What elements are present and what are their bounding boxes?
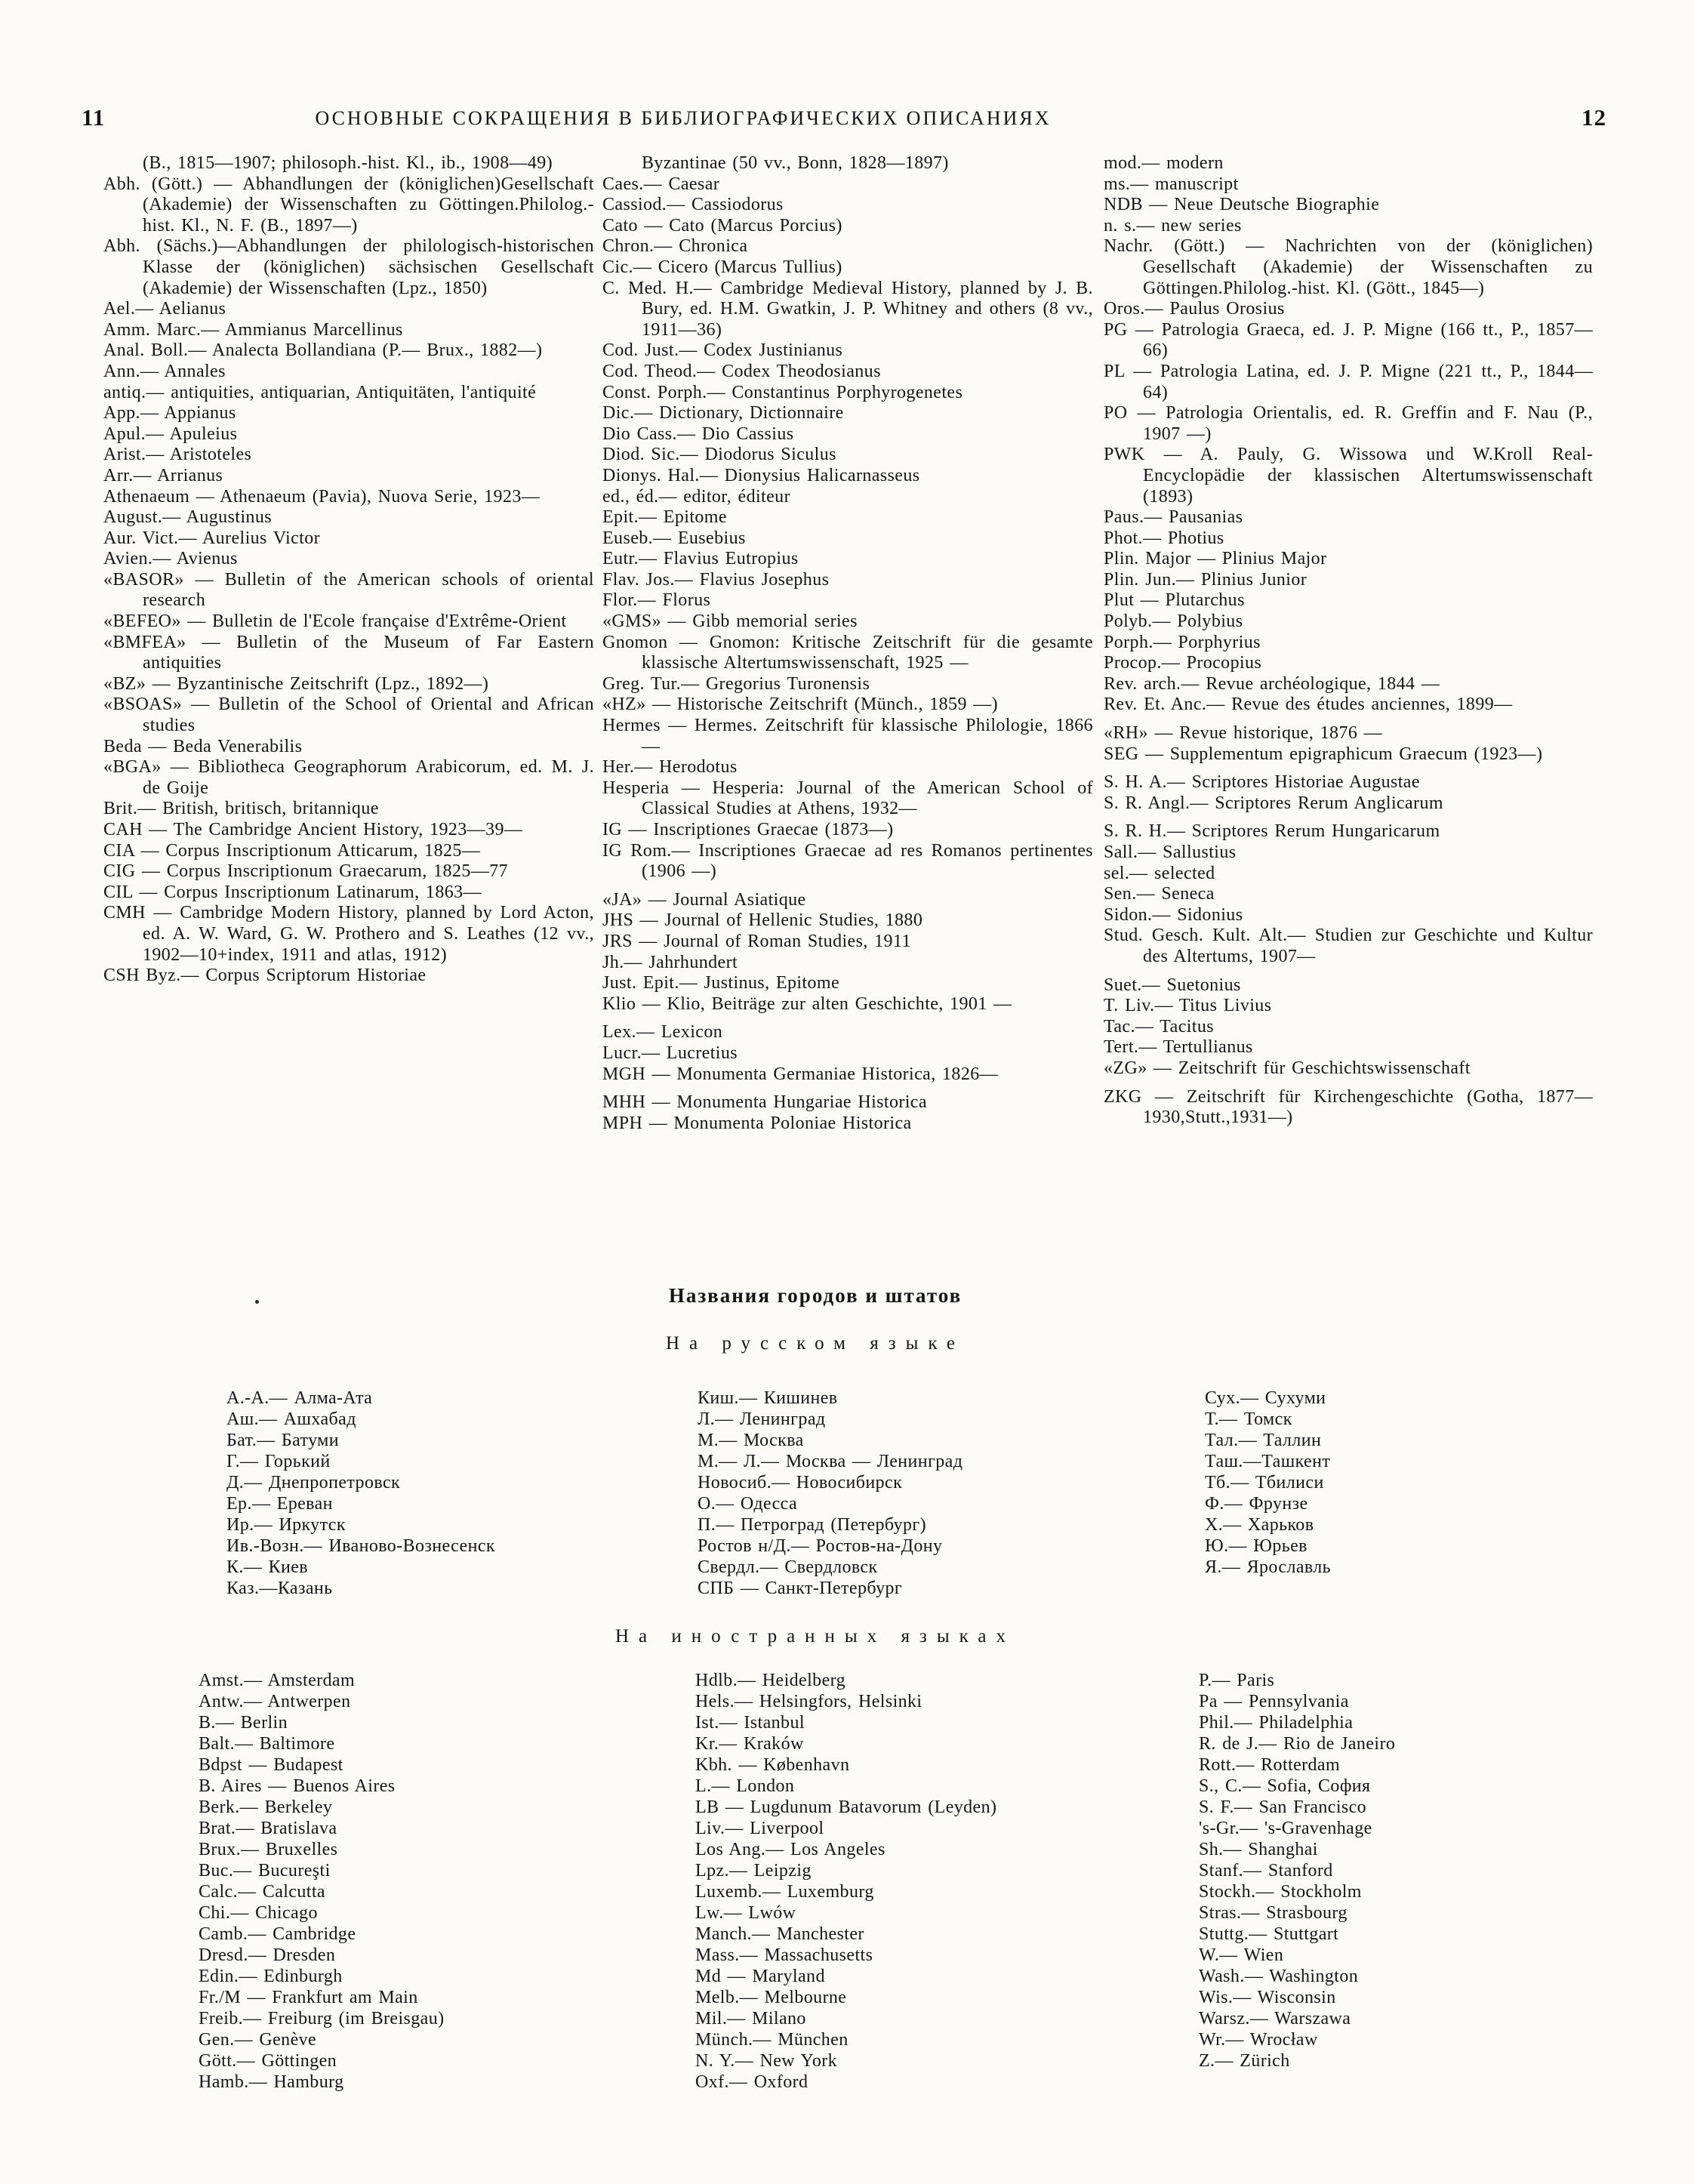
abbreviation-entry: «BZ» — Byzantinische Zeitschrift (Lpz., 1892—) — [103, 673, 489, 694]
city-entry: Wash.— Washington — [1199, 1967, 1359, 1986]
city-entry: Бат.— Батуми — [226, 1431, 339, 1450]
city-entry: Ф.— Фрунзе — [1205, 1494, 1308, 1514]
city-entry: S., C.— Sofia, София — [1199, 1776, 1371, 1796]
city-entry: М.— Москва — [698, 1431, 804, 1450]
abbreviation-entry: Nachr. (Gött.) — Nachrichten von der (königlichen) Gesellschaft (Akademie) der Wissenschaften zu Göttingen.Philolog.-hist. Kl. (Gött., 1845—) — [1104, 236, 1593, 298]
abbreviation-entry: CIG — Corpus Inscriptionum Graecarum, 1825—77 — [103, 861, 508, 882]
abbreviation-entry: ed., éd.— editor, éditeur — [602, 486, 790, 507]
abbreviation-entry: NDB — Neue Deutsche Biographie — [1104, 195, 1380, 215]
abbreviation-entry: ZKG — Zeitschrift für Kirchengeschichte (Gotha, 1877—1930,Stutt.,1931—) — [1104, 1086, 1593, 1128]
abbreviation-entry: CIL — Corpus Inscriptionum Latinarum, 1863— — [103, 882, 482, 902]
russian-language-subheading: На русском языке — [665, 1333, 966, 1354]
city-entry: П.— Петроград (Петербург) — [698, 1515, 927, 1535]
city-entry: Аш.— Ашхабад — [226, 1409, 356, 1429]
abbreviation-entry: Abh. (Sächs.)—Abhandlungen der philologisch-historischen Klasse der (königlichen) sächsischen Gesellschaft (Akademie) der Wissenschaften (Lpz., 1850) — [103, 236, 594, 298]
abbreviation-entry: Sidon.— Sidonius — [1104, 904, 1243, 925]
abbreviation-entry: antiq.— antiquities, antiquarian, Antiquitäten, l'antiquité — [103, 382, 537, 402]
abbreviation-entry: Lex.— Lexicon — [602, 1022, 723, 1043]
abbreviation-entry: Sen.— Seneca — [1104, 884, 1215, 904]
city-entry: Hels.— Helsingfors, Helsinki — [695, 1692, 922, 1711]
abbreviation-entry: Epit.— Epitome — [602, 507, 727, 528]
city-entry: Я.— Ярославль — [1205, 1557, 1332, 1577]
abbreviation-entry: Plut — Plutarchus — [1104, 590, 1245, 611]
city-entry: Свердл.— Свердловск — [698, 1557, 878, 1577]
abbreviation-entry: «RH» — Revue historique, 1876 — — [1104, 723, 1383, 744]
abbreviation-entry: Amm. Marc.— Ammianus Marcellinus — [103, 319, 403, 340]
abbreviation-entry: Just. Epit.— Justinus, Epitome — [602, 973, 840, 993]
abbreviation-entry: «BEFEO» — Bulletin de l'Ecole française d'Extrême-Orient — [103, 611, 567, 632]
abbreviation-entry: Paus.— Pausanias — [1104, 507, 1243, 528]
city-entry: B. Aires — Buenos Aires — [199, 1776, 396, 1796]
abbreviation-entry: «GMS» — Gibb memorial series — [602, 611, 858, 632]
abbreviation-entry: CAH — The Cambridge Ancient History, 1923—39— — [103, 820, 523, 839]
city-entry: Ist.— Istanbul — [695, 1713, 805, 1733]
city-entry: Calc.— Calcutta — [199, 1882, 325, 1902]
city-entry: Phil.— Philadelphia — [1199, 1713, 1354, 1733]
abbreviation-entry: Plin. Jun.— Plinius Junior — [1104, 569, 1307, 590]
abbreviation-entry: ms.— manuscript — [1104, 174, 1239, 194]
city-entry: Chi.— Chicago — [199, 1903, 318, 1923]
city-entry: S. F.— San Francisco — [1199, 1797, 1367, 1817]
city-entry: Freib.— Freiburg (im Breisgau) — [199, 2009, 445, 2028]
city-entry: Edin.— Edinburgh — [199, 1967, 343, 1986]
abbreviation-entry: Oros.— Paulus Orosius — [1104, 299, 1285, 319]
abbreviation-entry: PL — Patrologia Latina, ed. J. P. Migne (221 tt., P., 1844—64) — [1104, 361, 1593, 402]
abbreviation-entry: App.— Appianus — [103, 403, 236, 424]
city-entry: 's-Gr.— 's-Gravenhage — [1199, 1819, 1372, 1838]
abbreviation-entry: S. R. Angl.— Scriptores Rerum Anglicarum — [1104, 793, 1443, 813]
city-entry: Т.— Томск — [1205, 1409, 1292, 1429]
city-entry: Sh.— Shanghai — [1199, 1840, 1318, 1859]
abbreviation-entry: Greg. Tur.— Gregorius Turonensis — [602, 673, 870, 694]
city-entry: Liv.— Liverpool — [695, 1819, 824, 1838]
page-number-right: 12 — [1582, 104, 1606, 131]
city-entry: Brat.— Bratislava — [199, 1819, 337, 1838]
running-header-title: ОСНОВНЫЕ СОКРАЩЕНИЯ В БИБЛИОГРАФИЧЕСКИХ ОПИСАНИЯХ — [315, 107, 1052, 129]
city-entry: К.— Киев — [226, 1557, 309, 1577]
abbreviation-entry: Caes.— Caesar — [602, 174, 720, 194]
abbreviation-entry: Cod. Just.— Codex Justinianus — [602, 340, 843, 361]
abbreviation-entry: Brit.— British, britisch, britannique — [103, 799, 379, 819]
abbreviation-entry: Sall.— Sallustius — [1104, 842, 1237, 862]
abbreviation-entry: PWK — A. Pauly, G. Wissowa und W.Kroll Real-Encyclopädie der klassischen Altertumswissenschaft (1893) — [1104, 445, 1593, 507]
city-entry: Oxf.— Oxford — [695, 2072, 808, 2092]
abbreviation-entry: Klio — Klio, Beiträge zur alten Geschichte, 1901 — — [602, 993, 1012, 1014]
abbreviation-entry: Chron.— Chronica — [602, 236, 748, 257]
foreign-cities-column-1 — [199, 1670, 445, 2093]
city-entry: Ив.-Возн.— Иваново-Вознесенск — [226, 1536, 495, 1556]
abbreviation-entry: SEG — Supplementum epigraphicum Graecum (1923—) — [1104, 744, 1543, 764]
city-entry: N. Y.— New York — [695, 2051, 838, 2071]
city-entry: Г.— Горький — [226, 1452, 331, 1471]
city-entry: Pa — Pennsylvania — [1199, 1692, 1349, 1711]
abbreviation-entry: Porph.— Porphyrius — [1104, 632, 1261, 652]
russian-cities-column-2 — [698, 1388, 962, 1599]
city-entry: Ер.— Ереван — [226, 1494, 333, 1514]
city-entry: Berk.— Berkeley — [199, 1797, 333, 1817]
abbreviations-column-1 — [103, 153, 594, 987]
abbreviation-entry: Hermes — Hermes. Zeitschrift für klassische Philologie, 1866— — [602, 716, 1093, 756]
abbreviation-entry: Abh. (Gött.) — Abhandlungen der (königlichen)Gesellschaft (Akademie) der Wissenschaften zu Göttingen.Philolog.-hist. Kl., N. F. (B., 1897—) — [103, 174, 594, 236]
abbreviation-entry: Tert.— Tertullianus — [1104, 1037, 1253, 1058]
abbreviation-entry: Ael.— Aelianus — [103, 299, 226, 319]
abbreviation-entry: (B., 1815—1907; philosoph.-hist. Kl., ib., 1908—49) — [143, 153, 553, 173]
abbreviation-entry: «BGA» — Bibliotheca Geographorum Arabicorum, ed. M. J. de Goije — [103, 757, 594, 798]
city-entry: Киш.— Кишинев — [698, 1388, 838, 1408]
abbreviation-entry: JRS — Journal of Roman Studies, 1911 — [602, 931, 911, 951]
city-entry: Stras.— Strasbourg — [1199, 1903, 1348, 1923]
city-entry: Hdlb.— Heidelberg — [695, 1671, 845, 1690]
city-entry: Bdpst — Budapest — [199, 1755, 343, 1775]
abbreviation-entry: IG Rom.— Inscriptiones Graecae ad res Romanos pertinentes (1906 —) — [602, 840, 1093, 882]
abbreviation-entry: Suet.— Suetonius — [1104, 975, 1241, 995]
abbreviations-column-2 — [602, 153, 1093, 1134]
abbreviation-entry: Flav. Jos.— Flavius Josephus — [602, 569, 830, 590]
city-entry: Luxemb.— Luxemburg — [695, 1882, 874, 1902]
city-entry: Ю.— Юрьев — [1205, 1536, 1307, 1556]
foreign-cities-column-3 — [1199, 1670, 1395, 2072]
abbreviation-entry: MHH — Monumenta Hungariae Historica — [602, 1092, 927, 1113]
foreign-language-subheading: На иностранных языках — [614, 1626, 1016, 1646]
abbreviation-entry: «BASOR» — Bulletin of the American schools of oriental research — [103, 569, 594, 611]
city-entry: Lpz.— Leipzig — [695, 1861, 812, 1881]
abbreviation-entry: Aur. Vict.— Aurelius Victor — [103, 528, 321, 548]
city-entry: Сух.— Сухуми — [1205, 1388, 1326, 1408]
city-entry: Wr.— Wrocław — [1199, 2030, 1318, 2050]
city-entry: Ростов н/Д.— Ростов-на-Дону — [698, 1536, 943, 1556]
abbreviation-entry: S. H. A.— Scriptores Historiae Augustae — [1104, 772, 1420, 793]
abbreviation-entry: Apul.— Apuleius — [103, 424, 238, 444]
city-entry: Amst.— Amsterdam — [199, 1671, 356, 1690]
city-entry: Mil.— Milano — [695, 2009, 806, 2028]
abbreviation-entry: Her.— Herodotus — [602, 757, 738, 778]
city-entry: Fr./M — Frankfurt am Main — [199, 1988, 418, 2007]
abbreviation-entry: Plin. Major — Plinius Major — [1104, 549, 1327, 569]
city-entry: Hamb.— Hamburg — [199, 2072, 344, 2092]
abbreviation-entry: Polyb.— Polybius — [1104, 611, 1243, 632]
city-entry: Ир.— Иркутск — [226, 1515, 346, 1535]
abbreviation-entry: MPH — Monumenta Poloniae Historica — [602, 1113, 912, 1133]
abbreviation-entry: Athenaeum — Athenaeum (Pavia), Nuova Serie, 1923— — [103, 486, 541, 507]
city-entry: Manch.— Manchester — [695, 1924, 864, 1944]
city-entry: Wis.— Wisconsin — [1199, 1988, 1336, 2007]
city-entry: Тб.— Тбилиси — [1205, 1473, 1324, 1492]
city-entry: W.— Wien — [1199, 1945, 1284, 1965]
city-entry: B.— Berlin — [199, 1713, 288, 1733]
abbreviation-entry: August.— Augustinus — [103, 507, 272, 528]
abbreviation-entry: S. R. H.— Scriptores Rerum Hungaricarum — [1104, 821, 1440, 842]
cities-section-title: Названия городов и штатов — [668, 1284, 962, 1307]
abbreviation-entry: Gnomon — Gnomon: Kritische Zeitschrift für die gesamte klassische Altertumswissenschaft, 1925 — — [602, 632, 1093, 673]
city-entry: Д.— Днепропетровск — [226, 1473, 401, 1492]
abbreviation-entry: Tac.— Tacitus — [1104, 1016, 1215, 1037]
abbreviation-entry: Dic.— Dictionary, Dictionnaire — [602, 403, 844, 424]
abbreviation-entry: Const. Porph.— Constantinus Porphyrogenetes — [602, 382, 963, 402]
abbreviation-entry: T. Liv.— Titus Livius — [1104, 996, 1272, 1016]
abbreviation-entry: Dio Cass.— Dio Cassius — [602, 424, 794, 444]
abbreviation-entry: «ZG» — Zeitschrift für Geschichtswissenschaft — [1104, 1058, 1471, 1078]
abbreviation-entry: Rev. arch.— Revue archéologique, 1844 — — [1104, 673, 1440, 694]
abbreviation-entry: JHS — Journal of Hellenic Studies, 1880 — [602, 910, 923, 931]
abbreviation-entry: Anal. Boll.— Analecta Bollandiana (P.— Brux., 1882—) — [103, 340, 543, 361]
city-entry: Х.— Харьков — [1205, 1515, 1314, 1535]
abbreviation-entry: Beda — Beda Venerabilis — [103, 736, 303, 756]
city-entry: О.— Одесса — [698, 1494, 798, 1514]
city-entry: Stanf.— Stanford — [1199, 1861, 1333, 1881]
abbreviation-entry: Dionys. Hal.— Dionysius Halicarnasseus — [602, 465, 920, 485]
abbreviation-entry: «BSOAS» — Bulletin of the School of Oriental and African studies — [103, 695, 594, 736]
page-number-left: 11 — [82, 104, 106, 131]
abbreviation-entry: Arist.— Aristoteles — [103, 445, 252, 465]
abbreviation-entry: sel.— selected — [1104, 863, 1215, 883]
abbreviation-entry: «HZ» — Historische Zeitschrift (Münch., 1859 —) — [602, 695, 999, 715]
abbreviation-entry: PO — Patrologia Orientalis, ed. R. Greffin and F. Nau (P., 1907 —) — [1104, 403, 1593, 444]
city-entry: Buc.— Bucureşti — [199, 1861, 331, 1881]
abbreviation-entry: Jh.— Jahrhundert — [602, 952, 738, 972]
abbreviation-entry: Ann.— Annales — [103, 361, 226, 381]
abbreviation-entry: Rev. Et. Anc.— Revue des études anciennes, 1899— — [1104, 695, 1513, 715]
city-entry: P.— Paris — [1199, 1671, 1275, 1690]
city-entry: Kr.— Kraków — [695, 1734, 804, 1754]
abbreviation-entry: Lucr.— Lucretius — [602, 1043, 738, 1063]
city-entry: L.— London — [695, 1776, 795, 1796]
city-entry: Münch.— München — [695, 2030, 849, 2050]
abbreviation-entry: Eutr.— Flavius Eutropius — [602, 549, 799, 569]
city-entry: СПБ — Санкт-Петербург — [698, 1579, 903, 1598]
abbreviation-entry: Euseb.— Eusebius — [602, 528, 746, 548]
city-entry: Lw.— Lwów — [695, 1903, 796, 1923]
abbreviation-entry: Diod. Sic.— Diodorus Siculus — [602, 445, 836, 465]
city-entry: Gen.— Genève — [199, 2030, 317, 2050]
city-entry: Тал.— Таллин — [1205, 1431, 1322, 1450]
abbreviation-entry: Stud. Gesch. Kult. Alt.— Studien zur Geschichte und Kultur des Altertums, 1907— — [1104, 926, 1593, 966]
abbreviation-entry: Byzantinae (50 vv., Bonn, 1828—1897) — [642, 153, 949, 173]
city-entry: Camb.— Cambridge — [199, 1924, 356, 1944]
city-entry: Таш.—Ташкент — [1205, 1452, 1331, 1471]
abbreviation-entry: PG — Patrologia Graeca, ed. J. P. Migne (166 tt., P., 1857—66) — [1104, 319, 1593, 361]
abbreviation-entry: Avien.— Avienus — [103, 549, 238, 569]
abbreviation-entry: «JA» — Journal Asiatique — [602, 889, 806, 910]
abbreviation-entry: n. s.— new series — [1104, 215, 1242, 236]
city-entry: Kbh. — København — [695, 1755, 850, 1775]
city-entry: LB — Lugdunum Batavorum (Leyden) — [695, 1797, 997, 1817]
abbreviation-entry: «BMFEA» — Bulletin of the Museum of Far Eastern antiquities — [103, 632, 594, 673]
city-entry: Mass.— Massachusetts — [695, 1945, 873, 1965]
city-entry: Dresd.— Dresden — [199, 1945, 336, 1965]
city-entry: Warsz.— Warszawa — [1199, 2009, 1351, 2028]
city-entry: Л.— Ленинград — [698, 1409, 826, 1429]
abbreviation-entry: CSH Byz.— Corpus Scriptorum Historiae — [103, 966, 427, 986]
city-entry: Balt.— Baltimore — [199, 1734, 335, 1754]
city-entry: Antw.— Antwerpen — [199, 1692, 351, 1711]
abbreviations-column-3 — [1104, 153, 1593, 1129]
city-entry: Stockh.— Stockholm — [1199, 1882, 1362, 1902]
city-entry: R. de J.— Rio de Janeiro — [1199, 1734, 1396, 1754]
city-entry: Каз.—Казань — [226, 1579, 333, 1598]
abbreviation-entry: Cod. Theod.— Codex Theodosianus — [602, 361, 881, 381]
abbreviation-entry: C. Med. H.— Cambridge Medieval History, planned by J. B. Bury, ed. H.M. Gwatkin, J. P. Whitney and others (8 vv., 1911—36) — [602, 278, 1093, 340]
russian-cities-column-1 — [226, 1388, 495, 1599]
city-entry: Gött.— Göttingen — [199, 2051, 337, 2071]
city-entry: М.— Л.— Москва — Ленинград — [698, 1452, 963, 1471]
abbreviation-entry: Hesperia — Hesperia: Journal of the American School of Classical Studies at Athens, 1932— — [602, 778, 1093, 819]
foreign-cities-column-2 — [695, 1670, 996, 2093]
abbreviation-entry: CIA — Corpus Inscriptionum Atticarum, 1825— — [103, 840, 481, 861]
abbreviation-entry: Flor.— Florus — [602, 590, 711, 611]
abbreviation-entry: Arr.— Arrianus — [103, 465, 223, 485]
russian-cities-column-3 — [1205, 1388, 1331, 1578]
abbreviation-entry: Cato — Cato (Marcus Porcius) — [602, 215, 842, 236]
abbreviation-entry: IG — Inscriptiones Graecae (1873—) — [602, 820, 894, 839]
abbreviation-entry: Procop.— Procopius — [1104, 653, 1262, 673]
city-entry: Новосиб.— Новосибирск — [698, 1473, 903, 1492]
abbreviation-entry: Phot.— Photius — [1104, 528, 1224, 548]
city-entry: Md — Maryland — [695, 1967, 825, 1986]
city-entry: Rott.— Rotterdam — [1199, 1755, 1341, 1775]
abbreviation-entry: mod.— modern — [1104, 153, 1224, 173]
city-entry: Stuttg.— Stuttgart — [1199, 1924, 1339, 1944]
abbreviation-entry: Cassiod.— Cassiodorus — [602, 195, 784, 215]
city-entry: А.-А.— Алма-Ата — [226, 1388, 373, 1408]
city-entry: Z.— Zürich — [1199, 2051, 1290, 2071]
city-entry: Brux.— Bruxelles — [199, 1840, 338, 1859]
city-entry: Melb.— Melbourne — [695, 1988, 847, 2007]
abbreviation-entry: CMH — Cambridge Modern History, planned by Lord Acton, ed. A. W. Ward, G. W. Prothero and S. Leathes (12 vv., 1902—10+index, 1911 and atlas, 1912) — [103, 903, 594, 965]
abbreviation-entry: MGH — Monumenta Germaniae Historica, 1826— — [602, 1064, 999, 1084]
city-entry: Los Ang.— Los Angeles — [695, 1840, 886, 1859]
abbreviation-entry: Cic.— Cicero (Marcus Tullius) — [602, 257, 842, 277]
